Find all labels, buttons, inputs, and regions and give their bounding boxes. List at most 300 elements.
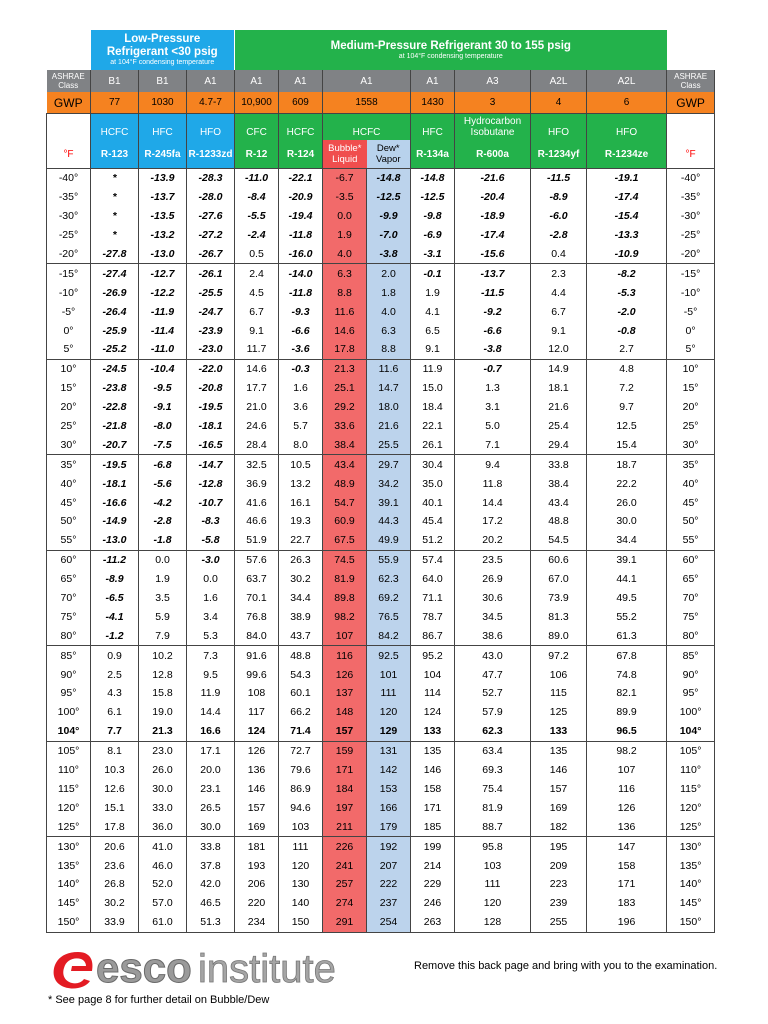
temperature-cell: 60° <box>667 550 715 569</box>
refrigerant-type-cell: HCFC <box>91 114 139 141</box>
pressure-cell: 116 <box>323 646 367 665</box>
pressure-cell: 18.4 <box>411 398 455 417</box>
pressure-cell: 2.7 <box>587 340 667 359</box>
pressure-cell: 10.3 <box>91 761 139 780</box>
table-row <box>47 359 715 378</box>
pressure-cell: 12.6 <box>91 780 139 799</box>
pressure-cell: -6.7 <box>323 169 367 188</box>
refrigerant-type-cell <box>455 114 531 141</box>
pressure-cell: 19.0 <box>139 703 187 722</box>
pressure-cell: 7.7 <box>91 722 139 741</box>
temperature-cell: 30° <box>667 435 715 454</box>
pressure-cell: -6.5 <box>91 589 139 608</box>
temperature-cell: -15° <box>47 264 91 283</box>
pressure-cell: 207 <box>367 856 411 875</box>
pressure-cell: 12.0 <box>531 340 587 359</box>
pressure-cell: 25.4 <box>531 417 587 436</box>
pressure-cell: 136 <box>587 817 667 836</box>
pressure-cell: 199 <box>411 837 455 856</box>
pressure-cell: 23.1 <box>187 780 235 799</box>
pressure-cell: 23.6 <box>91 856 139 875</box>
pressure-cell: -13.7 <box>139 188 187 207</box>
refrigerant-type-cell: HFC <box>411 114 455 141</box>
ashrae-class-cell: B1 <box>91 70 139 92</box>
pressure-cell: 8.8 <box>367 340 411 359</box>
pressure-cell: 153 <box>367 780 411 799</box>
table-row <box>47 207 715 226</box>
gwp-cell: 10,900 <box>235 92 279 114</box>
pressure-cell: 51.3 <box>187 913 235 932</box>
pressure-cell: 15.4 <box>587 435 667 454</box>
pressure-cell: 46.0 <box>139 856 187 875</box>
pressure-cell: 38.9 <box>279 607 323 626</box>
pressure-cell: -21.8 <box>91 417 139 436</box>
pressure-cell: 126 <box>323 665 367 684</box>
pressure-cell: 48.9 <box>323 474 367 493</box>
pressure-cell: 38.4 <box>531 474 587 493</box>
pressure-cell: -27.8 <box>91 245 139 264</box>
corner-blank-right <box>667 30 715 70</box>
pressure-cell: 9.5 <box>187 665 235 684</box>
temperature-cell: 100° <box>47 703 91 722</box>
pressure-cell: 0.0 <box>323 207 367 226</box>
pressure-cell: -13.0 <box>91 531 139 550</box>
pressure-cell: 197 <box>323 798 367 817</box>
pressure-cell: 193 <box>235 856 279 875</box>
table-row <box>47 817 715 836</box>
table-row <box>47 226 715 245</box>
table-row <box>47 703 715 722</box>
pressure-cell: 36.9 <box>235 474 279 493</box>
pressure-cell: * <box>91 226 139 245</box>
pressure-cell: -9.2 <box>455 302 531 321</box>
pressure-cell: 30.2 <box>279 570 323 589</box>
pressure-cell: -8.2 <box>587 264 667 283</box>
type-blank <box>47 114 91 141</box>
ashrae-class-cell: B1 <box>139 70 187 92</box>
temperature-cell: 104° <box>47 722 91 741</box>
pressure-cell: 126 <box>587 798 667 817</box>
pressure-cell: -26.4 <box>91 302 139 321</box>
pressure-cell: 157 <box>323 722 367 741</box>
pressure-cell: 0.9 <box>91 646 139 665</box>
temperature-cell: 30° <box>47 435 91 454</box>
pressure-cell: 84.0 <box>235 626 279 645</box>
pressure-cell: 19.3 <box>279 512 323 531</box>
pressure-cell: -10.4 <box>139 359 187 378</box>
table-row <box>47 398 715 417</box>
pressure-cell: 34.4 <box>279 589 323 608</box>
table-row <box>47 780 715 799</box>
pressure-cell: 1.9 <box>323 226 367 245</box>
bubble-dew-footnote: * See page 8 for further detail on Bubble/Dew <box>48 994 270 1006</box>
table-row <box>47 455 715 474</box>
temperature-cell: 70° <box>47 589 91 608</box>
pressure-cell: 131 <box>367 741 411 760</box>
pressure-cell: -14.7 <box>187 455 235 474</box>
pressure-cell: 1.9 <box>139 570 187 589</box>
pressure-temperature-table <box>46 30 715 933</box>
pressure-cell: 78.7 <box>411 607 455 626</box>
pressure-cell: 62.3 <box>455 722 531 741</box>
pressure-cell: -2.4 <box>235 226 279 245</box>
pressure-cell: -26.9 <box>91 283 139 302</box>
pressure-cell: -22.1 <box>279 169 323 188</box>
pressure-cell: 171 <box>587 875 667 894</box>
temperature-cell: 110° <box>667 761 715 780</box>
pressure-cell: 51.2 <box>411 531 455 550</box>
pressure-cell: -11.8 <box>279 283 323 302</box>
table-row <box>47 798 715 817</box>
pressure-cell: 17.2 <box>455 512 531 531</box>
pressure-cell: 38.6 <box>455 626 531 645</box>
table-row <box>47 321 715 340</box>
table-row <box>47 283 715 302</box>
pressure-cell: 14.6 <box>323 321 367 340</box>
pressure-cell: 43.4 <box>531 493 587 512</box>
pressure-cell: 128 <box>455 913 531 932</box>
pressure-cell: 41.0 <box>139 837 187 856</box>
temperature-cell: 130° <box>47 837 91 856</box>
pressure-cell: 14.9 <box>531 359 587 378</box>
pressure-cell: 133 <box>531 722 587 741</box>
pressure-cell: 21.6 <box>367 417 411 436</box>
pressure-cell: 2.4 <box>235 264 279 283</box>
ashrae-class-cell: A1 <box>235 70 279 92</box>
gwp-label-right: GWP <box>667 92 715 114</box>
pressure-cell: 0.0 <box>187 570 235 589</box>
pressure-cell: -9.3 <box>279 302 323 321</box>
pressure-cell: -6.6 <box>455 321 531 340</box>
pressure-cell: -3.5 <box>323 188 367 207</box>
pressure-cell: -11.0 <box>235 169 279 188</box>
pressure-cell: -14.9 <box>91 512 139 531</box>
pressure-cell: -9.8 <box>411 207 455 226</box>
refrigerant-r409a-bubble <box>323 140 367 169</box>
pressure-cell: -20.8 <box>187 379 235 398</box>
pressure-cell: -6.9 <box>411 226 455 245</box>
pressure-cell: 38.4 <box>323 435 367 454</box>
pressure-cell: 116 <box>587 780 667 799</box>
temperature-cell: -5° <box>667 302 715 321</box>
pressure-cell: 71.4 <box>279 722 323 741</box>
pressure-cell: 147 <box>587 837 667 856</box>
pressure-cell: 1.6 <box>187 589 235 608</box>
pressure-cell: 29.4 <box>531 435 587 454</box>
pressure-cell: 8.0 <box>279 435 323 454</box>
pressure-cell: 20.0 <box>187 761 235 780</box>
pressure-cell: -19.5 <box>91 455 139 474</box>
pressure-cell: 257 <box>323 875 367 894</box>
pressure-cell: -28.3 <box>187 169 235 188</box>
pressure-cell: 120 <box>455 894 531 913</box>
pressure-cell: 64.0 <box>411 570 455 589</box>
pressure-cell: 241 <box>323 856 367 875</box>
pressure-cell: 67.5 <box>323 531 367 550</box>
refrigerant-type-cell: HFC <box>139 114 187 141</box>
pressure-cell: -26.1 <box>187 264 235 283</box>
pressure-cell: 99.6 <box>235 665 279 684</box>
pressure-cell: 26.9 <box>455 570 531 589</box>
pressure-cell: 291 <box>323 913 367 932</box>
pressure-cell: 103 <box>279 817 323 836</box>
pressure-cell: 63.7 <box>235 570 279 589</box>
pressure-cell: 214 <box>411 856 455 875</box>
table-row <box>47 302 715 321</box>
pressure-cell: 229 <box>411 875 455 894</box>
pressure-cell: 49.5 <box>587 589 667 608</box>
pressure-cell: -17.4 <box>455 226 531 245</box>
pressure-cell: 15.8 <box>139 684 187 703</box>
pressure-cell: -11.9 <box>139 302 187 321</box>
dew-label: Dew* <box>376 143 400 154</box>
pressure-cell: -11.8 <box>279 226 323 245</box>
pressure-cell: 20.6 <box>91 837 139 856</box>
pressure-cell: 57.4 <box>411 550 455 569</box>
pressure-cell: 196 <box>587 913 667 932</box>
pressure-cell: 57.0 <box>139 894 187 913</box>
temperature-cell: -10° <box>667 283 715 302</box>
gwp-cell: 1558 <box>323 92 411 114</box>
pressure-cell: -2.0 <box>587 302 667 321</box>
logo-swoosh <box>54 952 93 989</box>
pressure-cell: -25.5 <box>187 283 235 302</box>
pressure-cell: 69.2 <box>367 589 411 608</box>
pressure-cell: -1.8 <box>139 531 187 550</box>
pressure-cell: 135 <box>531 741 587 760</box>
gwp-cell: 1030 <box>139 92 187 114</box>
pressure-cell: 114 <box>411 684 455 703</box>
table-row <box>47 626 715 645</box>
low-pressure-header <box>91 30 235 70</box>
temperature-cell: 115° <box>667 780 715 799</box>
refrigerant-name-cell: R-1234yf <box>531 140 587 169</box>
pressure-cell: 48.8 <box>279 646 323 665</box>
pressure-cell: 3.1 <box>455 398 531 417</box>
pressure-cell: 96.5 <box>587 722 667 741</box>
medium-pressure-header <box>235 30 667 70</box>
pressure-cell: 222 <box>367 875 411 894</box>
pressure-cell: 43.4 <box>323 455 367 474</box>
temperature-cell: 130° <box>667 837 715 856</box>
pressure-cell: -2.8 <box>139 512 187 531</box>
pressure-cell: 18.1 <box>531 379 587 398</box>
pressure-cell: 254 <box>367 913 411 932</box>
table-row <box>47 741 715 760</box>
pressure-cell: 79.6 <box>279 761 323 780</box>
pressure-cell: 14.4 <box>187 703 235 722</box>
ashrae-class-cell: A1 <box>411 70 455 92</box>
temperature-cell: 65° <box>667 570 715 589</box>
temperature-cell: 90° <box>667 665 715 684</box>
table-row <box>47 684 715 703</box>
pressure-cell: 23.5 <box>455 550 531 569</box>
pressure-cell: -5.6 <box>139 474 187 493</box>
pressure-cell: 1.8 <box>367 283 411 302</box>
pressure-cell: 135 <box>411 741 455 760</box>
ashrae-class-cell: A1 <box>323 70 411 92</box>
temperature-cell: 40° <box>667 474 715 493</box>
pressure-cell: 140 <box>279 894 323 913</box>
table-row <box>47 188 715 207</box>
pressure-cell: 63.4 <box>455 741 531 760</box>
pressure-cell: 89.8 <box>323 589 367 608</box>
pressure-cell: 146 <box>531 761 587 780</box>
temperature-cell: 0° <box>667 321 715 340</box>
pressure-cell: 11.9 <box>411 359 455 378</box>
table-row <box>47 913 715 932</box>
pressure-cell: 46.6 <box>235 512 279 531</box>
pressure-cell: 3.4 <box>187 607 235 626</box>
refrigerant-type-cell: CFC <box>235 114 279 141</box>
gwp-cell: 6 <box>587 92 667 114</box>
pressure-cell: 9.7 <box>587 398 667 417</box>
temperature-cell: -15° <box>667 264 715 283</box>
pressure-cell: -26.7 <box>187 245 235 264</box>
pressure-cell: 82.1 <box>587 684 667 703</box>
pressure-cell: 33.6 <box>323 417 367 436</box>
pressure-cell: 133 <box>411 722 455 741</box>
pressure-cell: 33.8 <box>187 837 235 856</box>
pressure-cell: 158 <box>587 856 667 875</box>
vapor-label: Vapor <box>375 154 401 165</box>
temperature-cell: 150° <box>47 913 91 932</box>
pressure-cell: 11.8 <box>455 474 531 493</box>
refrigerant-name-cell: R-12 <box>235 140 279 169</box>
pressure-cell: 150 <box>279 913 323 932</box>
temperature-cell: 140° <box>47 875 91 894</box>
pressure-cell: -24.7 <box>187 302 235 321</box>
pressure-cell: 1.3 <box>455 379 531 398</box>
pressure-cell: 111 <box>279 837 323 856</box>
pressure-cell: 21.0 <box>235 398 279 417</box>
temperature-cell: 120° <box>667 798 715 817</box>
pressure-cell: 246 <box>411 894 455 913</box>
table-row <box>47 607 715 626</box>
pressure-cell: -15.6 <box>455 245 531 264</box>
pressure-cell: 74.8 <box>587 665 667 684</box>
pressure-cell: -0.1 <box>411 264 455 283</box>
pressure-cell: 95.8 <box>455 837 531 856</box>
pressure-cell: 61.0 <box>139 913 187 932</box>
refrigerant-name-cell: R-1234ze <box>587 140 667 169</box>
pressure-cell: -21.6 <box>455 169 531 188</box>
pressure-cell: 136 <box>235 761 279 780</box>
pressure-cell: -14.8 <box>367 169 411 188</box>
pressure-cell: 54.5 <box>531 531 587 550</box>
pressure-cell: 103 <box>455 856 531 875</box>
temperature-cell: 140° <box>667 875 715 894</box>
pressure-cell: 166 <box>367 798 411 817</box>
temperature-cell: -40° <box>667 169 715 188</box>
pressure-cell: 30.4 <box>411 455 455 474</box>
liquid-label: Liquid <box>332 154 358 165</box>
pressure-cell: -20.9 <box>279 188 323 207</box>
pressure-cell: 237 <box>367 894 411 913</box>
pressure-cell: 21.3 <box>323 359 367 378</box>
pressure-cell: 158 <box>411 780 455 799</box>
pressure-cell: 179 <box>367 817 411 836</box>
pressure-cell: 32.5 <box>235 455 279 474</box>
pressure-cell: 124 <box>411 703 455 722</box>
pressure-cell: 29.7 <box>367 455 411 474</box>
pressure-cell: 29.2 <box>323 398 367 417</box>
ashrae-class-cell: A3 <box>455 70 531 92</box>
pressure-cell: -12.2 <box>139 283 187 302</box>
table-row <box>47 589 715 608</box>
pressure-cell: 5.3 <box>187 626 235 645</box>
table-row <box>47 875 715 894</box>
pressure-cell: 41.6 <box>235 493 279 512</box>
temperature-cell: 125° <box>667 817 715 836</box>
pressure-cell: 115 <box>531 684 587 703</box>
pressure-cell: 16.1 <box>279 493 323 512</box>
temperature-cell: 80° <box>667 626 715 645</box>
unit-label-right: °F <box>667 140 715 169</box>
pressure-cell: 34.5 <box>455 607 531 626</box>
pressure-cell: 157 <box>235 798 279 817</box>
pressure-cell: 60.1 <box>279 684 323 703</box>
pressure-cell: 239 <box>531 894 587 913</box>
pressure-cell: 44.1 <box>587 570 667 589</box>
pressure-cell: 81.9 <box>323 570 367 589</box>
pressure-cell: -27.4 <box>91 264 139 283</box>
temperature-cell: 45° <box>667 493 715 512</box>
pressure-cell: -19.5 <box>187 398 235 417</box>
temperature-cell: -20° <box>47 245 91 264</box>
pressure-cell: 30.0 <box>139 780 187 799</box>
pressure-cell: 0.4 <box>531 245 587 264</box>
pressure-cell: 26.0 <box>139 761 187 780</box>
pressure-cell: 17.8 <box>323 340 367 359</box>
pressure-cell: 137 <box>323 684 367 703</box>
pressure-cell: 159 <box>323 741 367 760</box>
pressure-cell: 181 <box>235 837 279 856</box>
pressure-cell: 10.5 <box>279 455 323 474</box>
table-row <box>47 531 715 550</box>
pressure-cell: 171 <box>323 761 367 780</box>
pressure-cell: 183 <box>587 894 667 913</box>
pressure-cell: -6.8 <box>139 455 187 474</box>
temperature-cell: -25° <box>667 226 715 245</box>
table-row <box>47 474 715 493</box>
table-row <box>47 722 715 741</box>
pressure-cell: -10.9 <box>587 245 667 264</box>
pressure-cell: 72.7 <box>279 741 323 760</box>
temperature-cell: 45° <box>47 493 91 512</box>
temperature-cell: -10° <box>47 283 91 302</box>
pressure-cell: 44.3 <box>367 512 411 531</box>
pressure-cell: -16.5 <box>187 435 235 454</box>
pressure-cell: -12.8 <box>187 474 235 493</box>
pressure-cell: -6.6 <box>279 321 323 340</box>
temperature-cell: 85° <box>47 646 91 665</box>
pressure-cell: 7.9 <box>139 626 187 645</box>
ashrae-class-cell: A1 <box>279 70 323 92</box>
pressure-cell: 106 <box>531 665 587 684</box>
pressure-cell: 26.1 <box>411 435 455 454</box>
temperature-cell: -5° <box>47 302 91 321</box>
pressure-cell: -13.2 <box>139 226 187 245</box>
pressure-cell: -9.5 <box>139 379 187 398</box>
pressure-cell: 185 <box>411 817 455 836</box>
pressure-cell: 6.3 <box>367 321 411 340</box>
refrigerant-type-cell: HFO <box>531 114 587 141</box>
pressure-cell: -22.0 <box>187 359 235 378</box>
pressure-cell: -9.9 <box>367 207 411 226</box>
pressure-cell: 108 <box>235 684 279 703</box>
refrigerant-type-cell: HFO <box>587 114 667 141</box>
